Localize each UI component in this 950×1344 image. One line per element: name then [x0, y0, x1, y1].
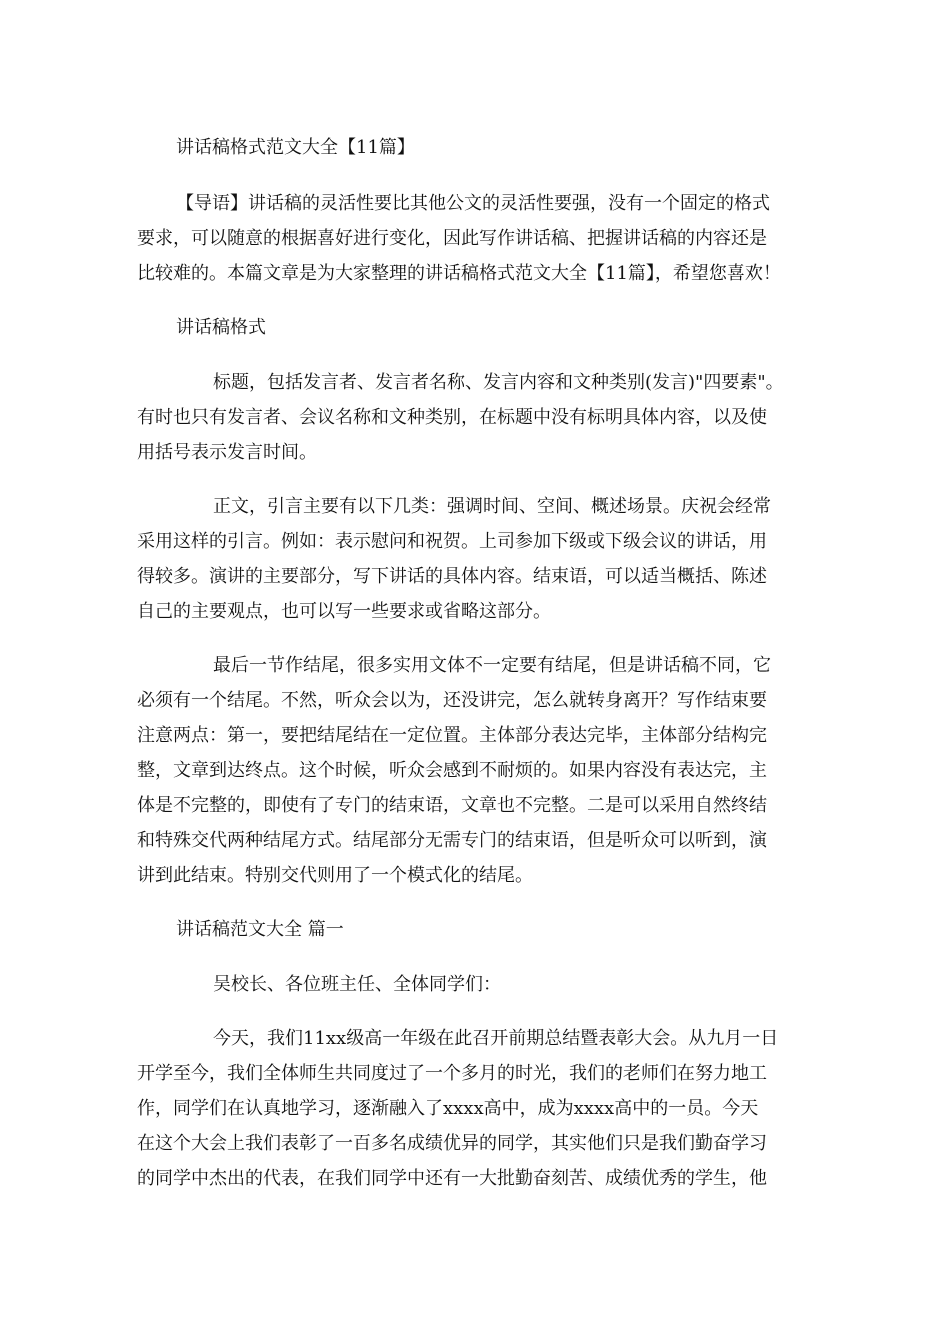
para3-line-4: 整，文章到达终点。这个时候，听众会感到不耐烦的。如果内容没有表达完，主 — [137, 760, 767, 781]
salutation: 吴校长、各位班主任、全体同学们： — [213, 974, 501, 995]
para4-line-4: 在这个大会上我们表彰了一百多名成绩优异的同学，其实他们只是我们勤奋学习 — [137, 1133, 767, 1154]
para3-line-6: 和特殊交代两种结尾方式。结尾部分无需专门的结束语，但是听众可以听到，演 — [137, 830, 767, 851]
intro-line-1: 【导语】讲话稿的灵活性要比其他公文的灵活性要强，没有一个固定的格式 — [176, 193, 770, 214]
intro-line-3: 比较难的。本篇文章是为大家整理的讲话稿格式范文大全【11篇】，希望您喜欢！ — [137, 263, 781, 284]
para3-line-7: 讲到此结束。特别交代则用了一个模式化的结尾。 — [137, 865, 533, 886]
para2-line-4: 自己的主要观点，也可以写一些要求或省略这部分。 — [137, 601, 551, 622]
para2-line-2: 采用这样的引言。例如：表示慰问和祝贺。上司参加下级或下级会议的讲话，用 — [137, 531, 767, 552]
para4-line-2: 开学至今，我们全体师生共同度过了一个多月的时光，我们的老师们在努力地工 — [137, 1063, 767, 1084]
para2-line-3: 得较多。演讲的主要部分，写下讲话的具体内容。结束语，可以适当概括、陈述 — [137, 566, 767, 587]
para3-line-5: 体是不完整的，即使有了专门的结束语，文章也不完整。二是可以采用自然终结 — [137, 795, 767, 816]
para4-line-1: 今天，我们11xx级高一年级在此召开前期总结暨表彰大会。从九月一日 — [213, 1028, 779, 1049]
para1-line-1: 标题，包括发言者、发言者名称、发言内容和文种类别(发言)"四要素"。 — [213, 372, 784, 393]
para1-line-3: 用括号表示发言时间。 — [137, 442, 317, 463]
para2-line-1: 正文，引言主要有以下几类：强调时间、空间、概述场景。庆祝会经常 — [213, 496, 771, 517]
para3-line-1: 最后一节作结尾，很多实用文体不一定要有结尾，但是讲话稿不同，它 — [213, 655, 771, 676]
para3-line-3: 注意两点：第一，要把结尾结在一定位置。主体部分表达完毕，主体部分结构完 — [137, 725, 767, 746]
para1-line-2: 有时也只有发言者、会议名称和文种类别，在标题中没有标明具体内容，以及使 — [137, 407, 767, 428]
section-heading-format: 讲话稿格式 — [176, 317, 266, 338]
document-title: 讲话稿格式范文大全【11篇】 — [176, 137, 415, 158]
intro-line-2: 要求，可以随意的根据喜好进行变化，因此写作讲话稿、把握讲话稿的内容还是 — [137, 228, 767, 249]
para3-line-2: 必须有一个结尾。不然，听众会以为，还没讲完，怎么就转身离开？写作结束要 — [137, 690, 767, 711]
para4-line-3: 作，同学们在认真地学习，逐渐融入了xxxx高中，成为xxxx高中的一员。今天 — [137, 1098, 759, 1119]
para4-line-5: 的同学中杰出的代表，在我们同学中还有一大批勤奋刻苦、成绩优秀的学生，他 — [137, 1168, 767, 1189]
section-heading-example-1: 讲话稿范文大全 篇一 — [176, 919, 344, 940]
